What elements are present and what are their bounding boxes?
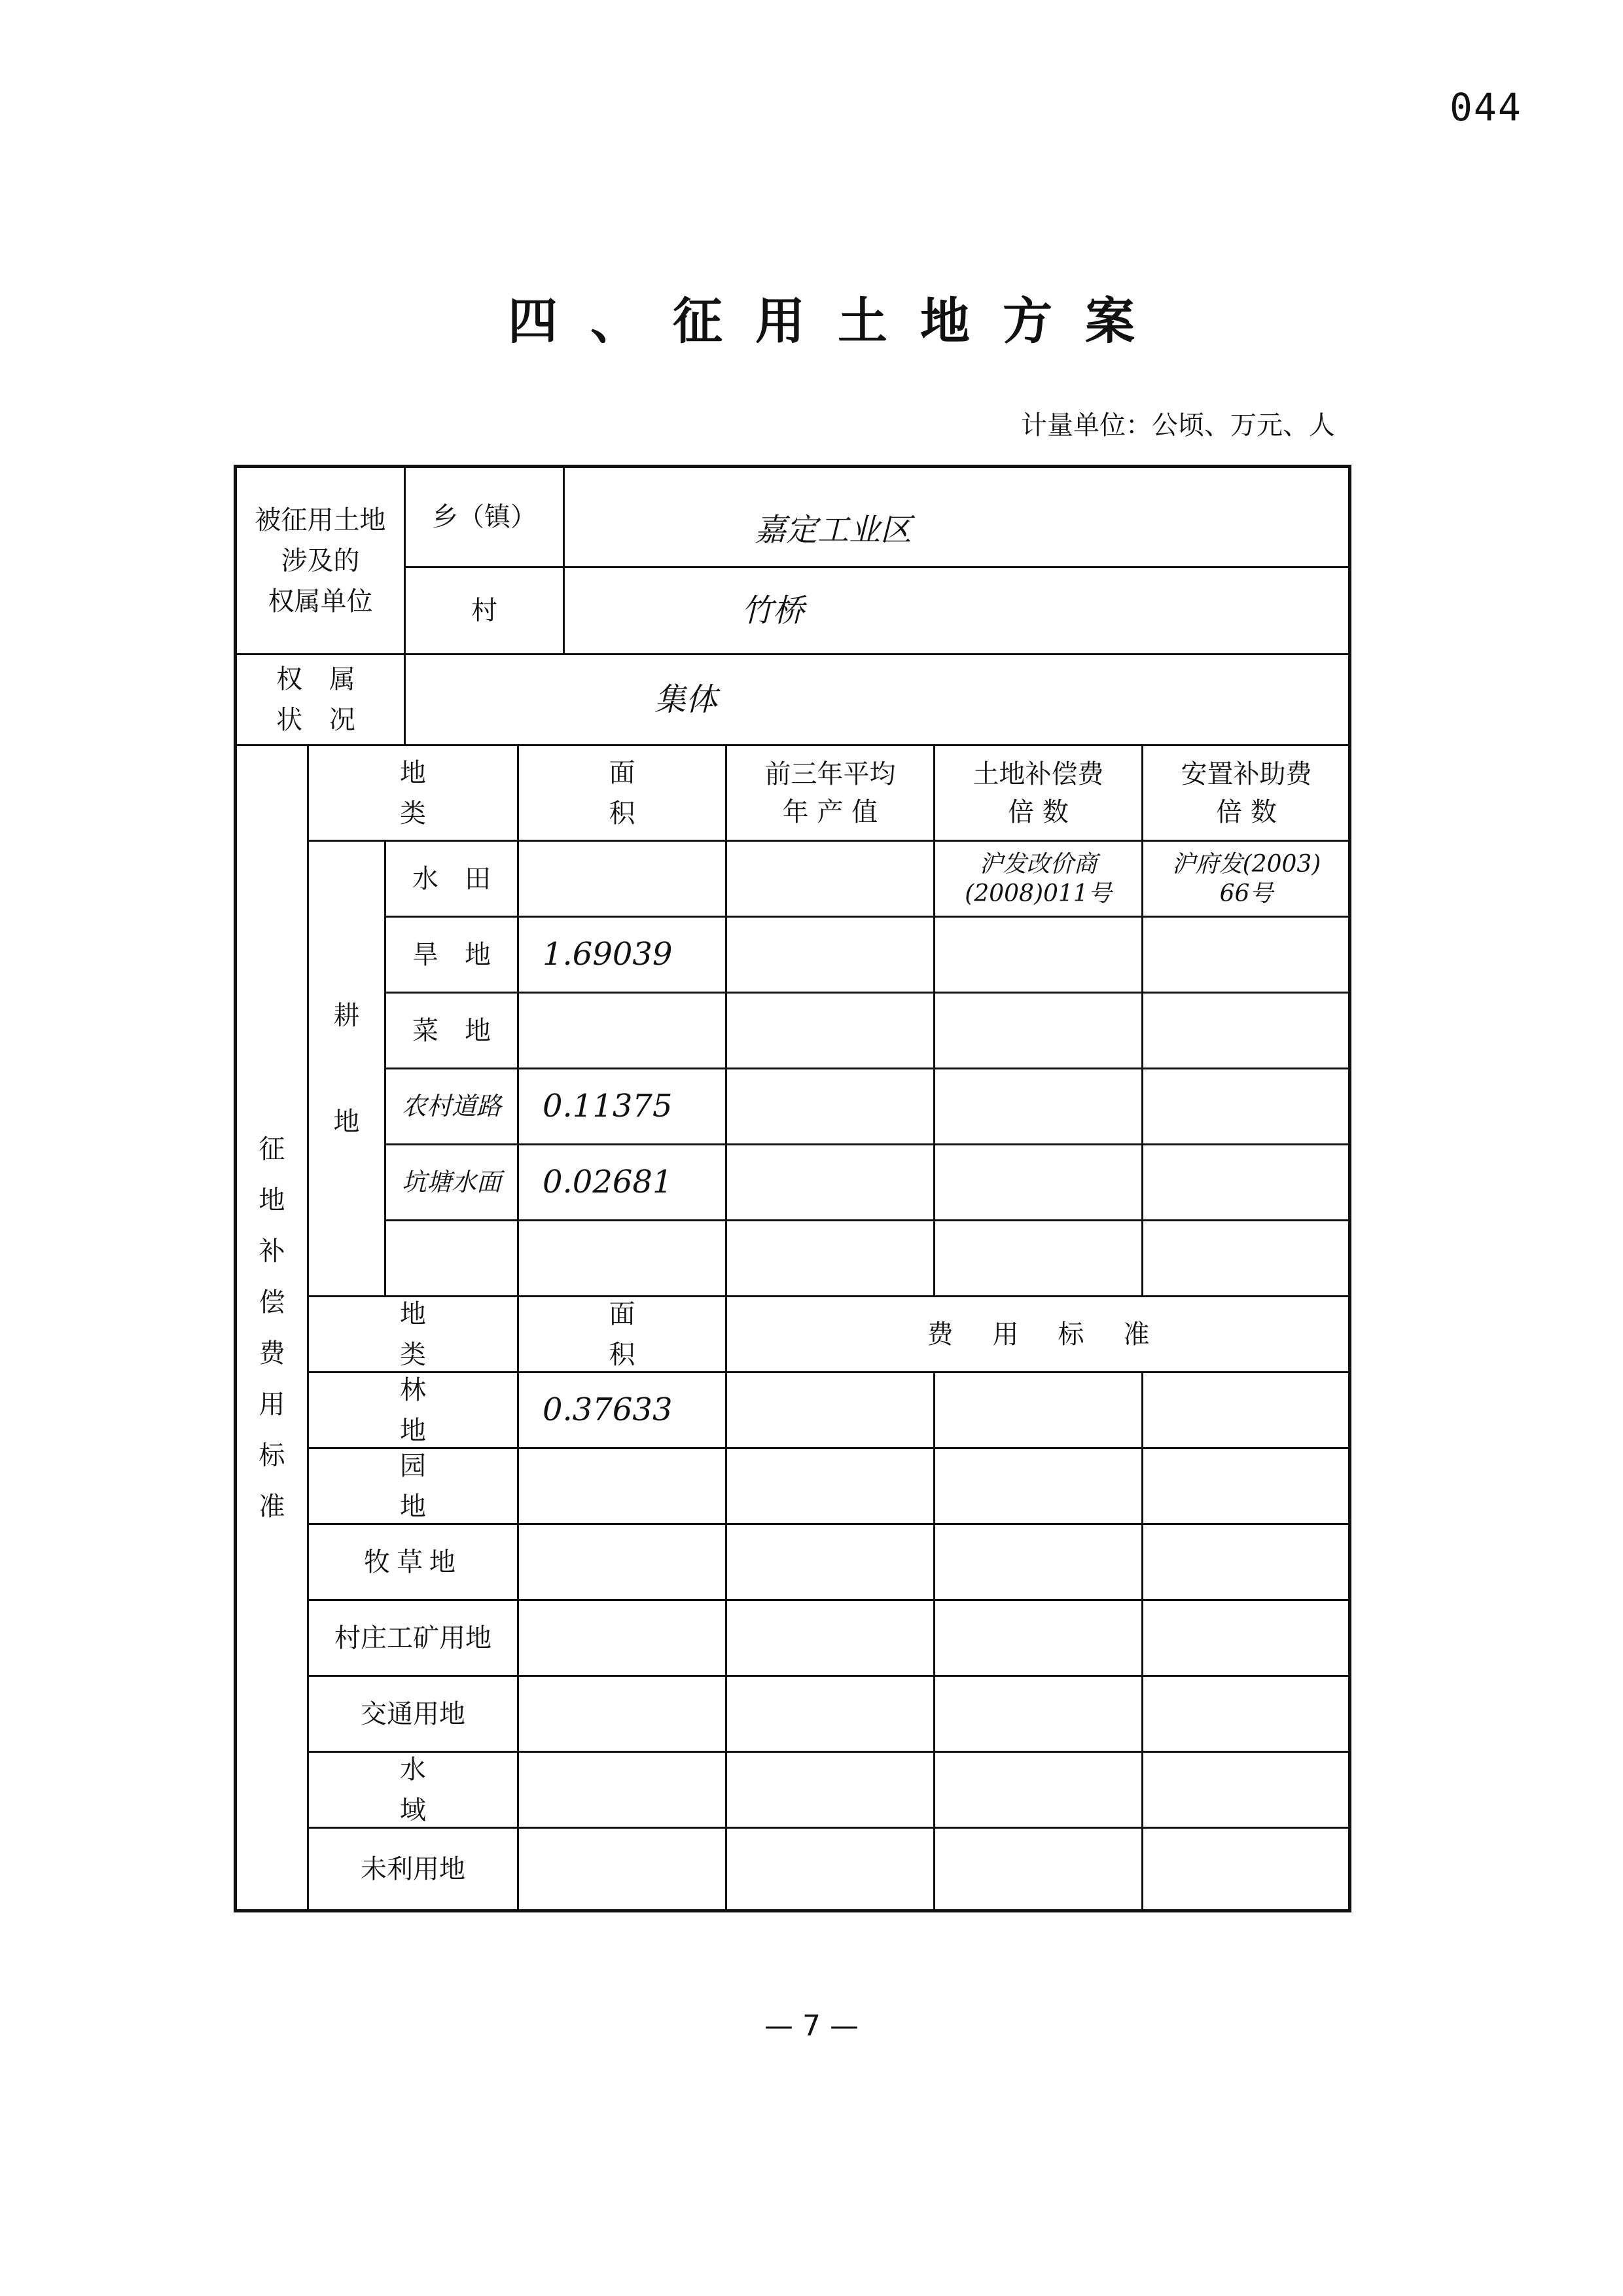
header2-area: 面积 [609, 1299, 694, 1370]
section-label-text: 征 地 补 偿 费 用 标 准 [259, 1134, 285, 1522]
divider [1141, 1371, 1143, 1909]
header-avg-output: 前三年平均 年 产 值 [764, 759, 896, 827]
farmland-resettle-cell [1143, 1145, 1349, 1219]
other-land-area-cell [519, 1753, 725, 1827]
farmland-land-comp-cell: 沪发改价商 (2008)011号 [965, 850, 1112, 907]
header-land-compensation-multiple: 土地补偿费 倍 数 [972, 759, 1104, 827]
unit-note: 计量单位：公顷、万元、人 [1021, 410, 1335, 440]
ownership-unit-label: 被征用土地 涉及的 权属单位 [255, 505, 386, 617]
farmland-land-comp-cell [935, 1221, 1141, 1295]
farmland-group-label: 耕 地 [333, 1000, 360, 1137]
other-land-type-cell: 林地 [400, 1374, 485, 1446]
farmland-avg-output-cell [727, 1069, 933, 1143]
farmland-land-comp-cell [935, 994, 1141, 1067]
other-land-area-cell [519, 1449, 725, 1523]
page-footer-number: — 7 — [764, 2009, 859, 2043]
farmland-land-comp-cell [935, 918, 1141, 992]
farmland-type-cell: 水田 [412, 863, 517, 894]
town-label: 乡（镇） [432, 502, 537, 532]
divider [933, 1371, 935, 1909]
other-land-type-cell: 村庄工矿用地 [334, 1623, 491, 1653]
farmland-type-cell [386, 1221, 517, 1295]
farmland-type-cell: 旱地 [412, 939, 517, 970]
farmland-area-cell [519, 994, 725, 1067]
header2-land-type: 地类 [400, 1299, 485, 1370]
farmland-type-cell: 坑塘水面 [401, 1168, 501, 1197]
ownership-status-label: 权 属 状 况 [276, 664, 365, 735]
farmland-area-cell [519, 842, 725, 916]
other-land-type-cell: 水域 [400, 1754, 485, 1825]
farmland-type-cell: 农村道路 [401, 1092, 501, 1121]
farmland-resettle-cell [1143, 1069, 1349, 1143]
village-label: 村 [471, 596, 497, 626]
farmland-resettle-cell: 沪府发(2003) 66号 [1171, 850, 1321, 907]
ownership-status-value: 集体 [654, 681, 718, 718]
other-land-area-cell [519, 1829, 725, 1909]
farmland-avg-output-cell [727, 1145, 933, 1219]
header-land-type: 地类 [400, 757, 485, 829]
land-acquisition-table [234, 465, 1351, 1912]
farmland-type-cell: 菜地 [412, 1015, 517, 1046]
archive-page-number: 044 [1450, 85, 1522, 130]
farmland-land-comp-cell [935, 1145, 1141, 1219]
farmland-resettle-cell [1143, 918, 1349, 992]
village-value: 竹桥 [741, 592, 805, 629]
town-value: 嘉定工业区 [755, 511, 912, 548]
other-land-area-cell: 0.37633 [543, 1391, 673, 1429]
farmland-resettle-cell [1143, 1221, 1349, 1295]
other-land-type-cell: 牧草地 [364, 1547, 462, 1577]
header-area: 面积 [609, 757, 694, 829]
farmland-land-comp-cell [935, 1069, 1141, 1143]
farmland-avg-output-cell [727, 994, 933, 1067]
other-land-type-cell: 交通用地 [361, 1698, 465, 1729]
farmland-resettle-cell [1143, 994, 1349, 1067]
header2-fee-standard: 费用标准 [927, 1319, 1189, 1350]
other-land-area-cell [519, 1525, 725, 1599]
compensation-section-label [237, 746, 307, 1909]
farmland-area-cell [519, 1221, 725, 1295]
farmland-area-cell: 0.02681 [543, 1164, 673, 1201]
page-title: 四、征用土地方案 [508, 292, 1168, 350]
other-land-area-cell [519, 1677, 725, 1751]
farmland-avg-output-cell [727, 842, 933, 916]
farmland-area-cell: 0.11375 [543, 1088, 673, 1125]
other-land-type-cell: 园地 [400, 1450, 485, 1522]
farmland-area-cell: 1.69039 [543, 936, 673, 973]
header-resettlement-multiple: 安置补助费 倍 数 [1181, 759, 1312, 827]
farmland-avg-output-cell [727, 918, 933, 992]
farmland-avg-output-cell [727, 1221, 933, 1295]
other-land-type-cell: 未利用地 [361, 1854, 465, 1884]
other-land-area-cell [519, 1601, 725, 1675]
